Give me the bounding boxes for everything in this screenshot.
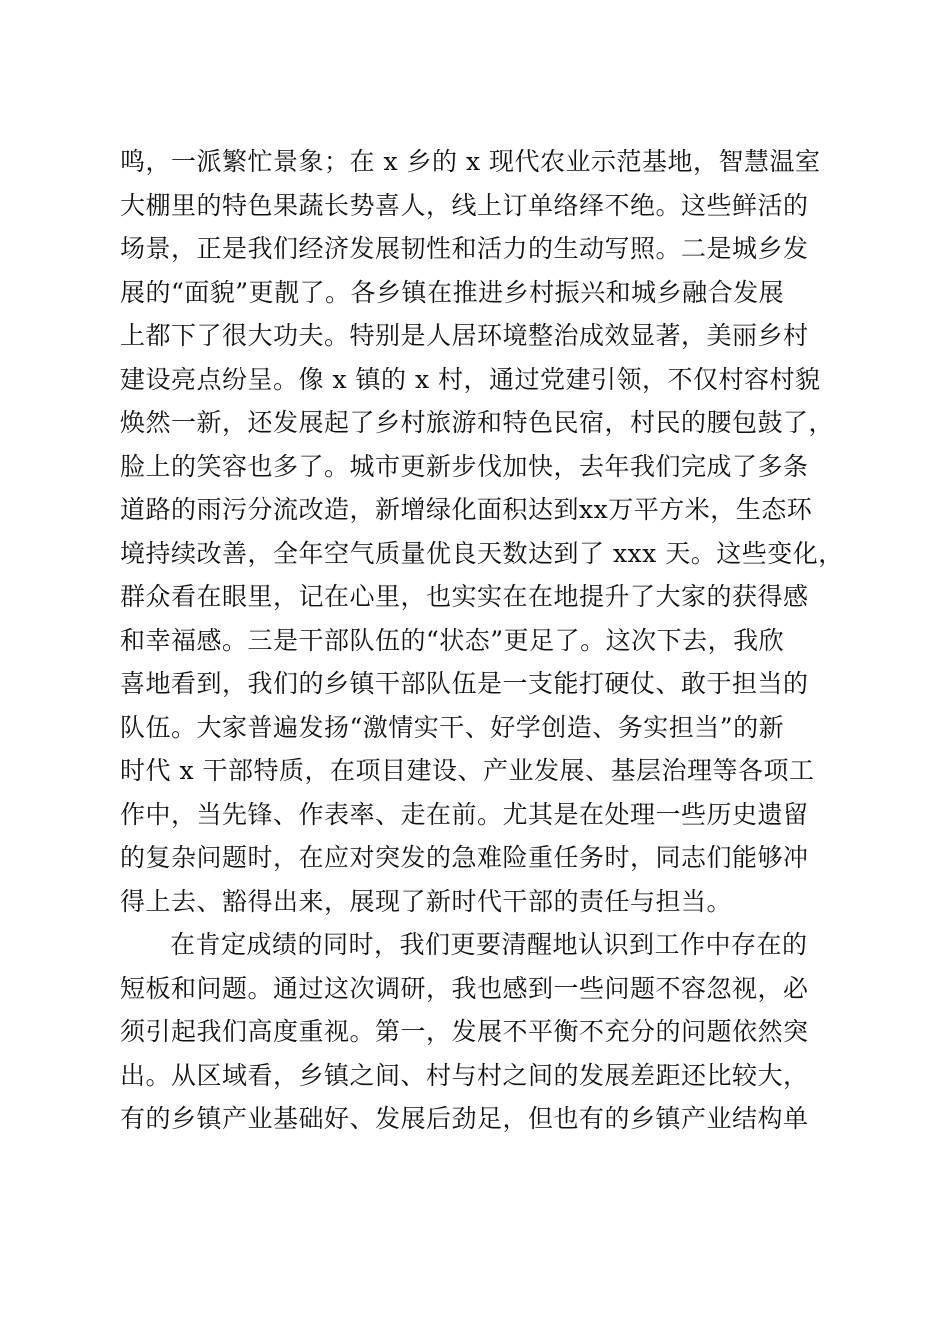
text-line: 短板和问题。通过这次调研，我也感到一些问题不容忽视，必 bbox=[120, 973, 809, 1003]
text-line: 的复杂问题时，在应对突发的急难险重任务时，同志们能够冲 bbox=[120, 843, 809, 872]
text-line: 须引起我们高度重视。第一，发展不平衡不充分的问题依然突 bbox=[120, 1017, 809, 1046]
text-line: 得上去、豁得出来，展现了新时代干部的责任与担当。 bbox=[120, 886, 733, 916]
text-line: 出。从区域看，乡镇之间、村与村之间的发展差距还比较大， bbox=[120, 1060, 809, 1090]
text-line: 在肯定成绩的同时，我们更要清醒地认识到工作中存在的 bbox=[170, 930, 808, 959]
text-line: 群众看在眼里，记在心里，也实实在在地提升了大家的获得感 bbox=[120, 582, 809, 611]
text-line: 鸣，一派繁忙景象；在 x 乡的 x 现代农业示范基地，智慧温室 bbox=[120, 147, 821, 176]
text-line: 脸上的笑容也多了。城市更新步伐加快，去年我们完成了多条 bbox=[120, 451, 809, 481]
text-line: 和幸福感。三是干部队伍的“状态”更足了。这次下去，我欣 bbox=[120, 625, 785, 655]
text-line: 大棚里的特色果蔬长势喜人，线上订单络绎不绝。这些鲜活的 bbox=[120, 190, 809, 220]
text-line: 焕然一新，还发展起了乡村旅游和特色民宿，村民的腰包鼓了， bbox=[120, 408, 835, 437]
text-line: 喜地看到，我们的乡镇干部队伍是一支能打硬仗、敢于担当的 bbox=[120, 669, 809, 698]
text-line: 展的“面貌”更靓了。各乡镇在推进乡村振兴和城乡融合发展 bbox=[120, 277, 785, 307]
text-line: 境持续改善，全年空气质量优良天数达到了 xxx 天。这些变化， bbox=[120, 538, 844, 568]
text-line: 上都下了很大功夫。特别是人居环境整治成效显著，美丽乡村 bbox=[120, 321, 809, 350]
text-line: 场景，正是我们经济发展韧性和活力的生动写照。二是城乡发 bbox=[120, 234, 809, 263]
text-line: 有的乡镇产业基础好、发展后劲足，但也有的乡镇产业结构单 bbox=[120, 1104, 809, 1133]
text-line: 道路的雨污分流改造，新增绿化面积达到xx万平方米，生态环 bbox=[120, 495, 813, 524]
body-text bbox=[120, 140, 844, 1141]
text-line: 时代 x 干部特质，在项目建设、产业发展、基层治理等各项工 bbox=[120, 756, 815, 785]
text-line: 队伍。大家普遍发扬“激情实干、好学创造、务实担当”的新 bbox=[120, 712, 785, 742]
text-line: 作中，当先锋、作表率、走在前。尤其是在处理一些历史遗留 bbox=[120, 799, 809, 829]
text-line: 建设亮点纷呈。像 x 镇的 x 村，通过党建引领，不仅村容村貌 bbox=[120, 364, 821, 394]
